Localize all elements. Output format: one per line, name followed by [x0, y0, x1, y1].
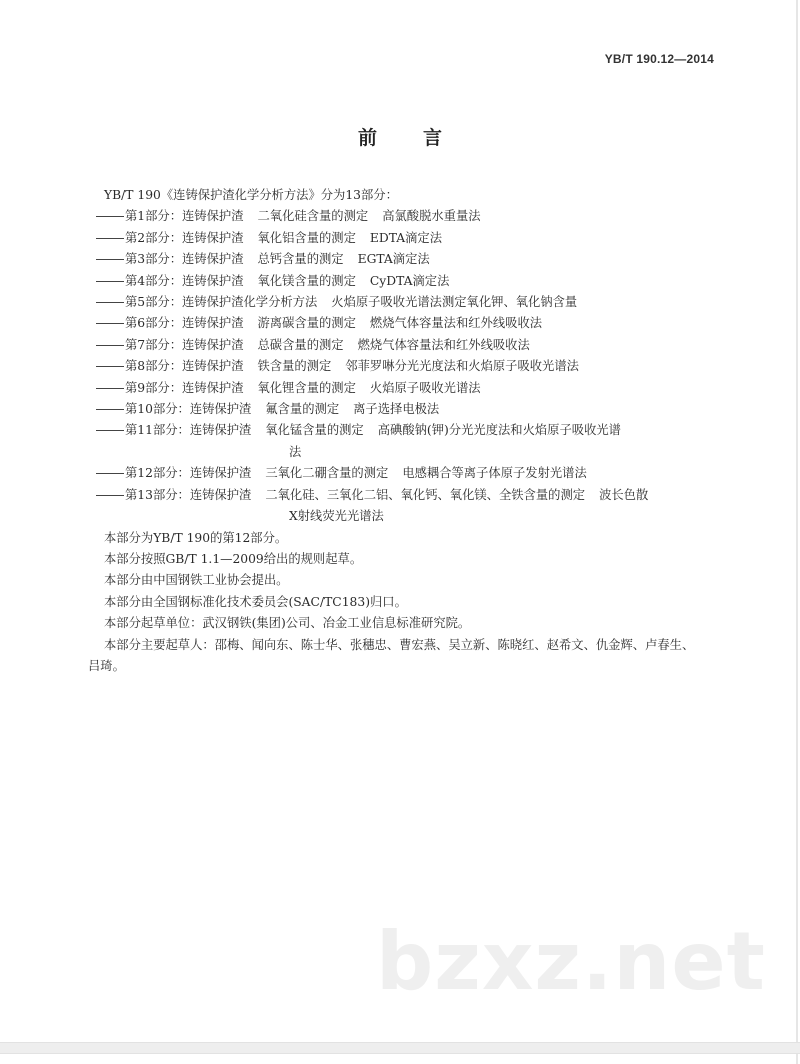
watermark: bzxz.net — [376, 915, 766, 1008]
em-dash — [96, 366, 124, 367]
em-dash — [96, 281, 124, 282]
em-dash — [96, 430, 124, 431]
title-char-1: 前 — [357, 127, 377, 149]
part-item-13: 第13部分：连铸保护渣 二氧化硅、三氧化二铝、氧化钙、氧化镁、全铁含量的测定 波长色散 — [104, 485, 744, 506]
foreword-body — [88, 185, 744, 677]
em-dash — [96, 323, 124, 324]
em-dash — [96, 302, 124, 303]
part-item-1: 第1部分：连铸保护渣 二氧化硅含量的测定 高氯酸脱水重量法 — [104, 206, 744, 227]
part-item-4: 第4部分：连铸保护渣 氧化镁含量的测定 CyDTA滴定法 — [104, 271, 744, 292]
part-item-13-continuation: X射线荧光光谱法 — [289, 509, 384, 524]
part-item-12: 第12部分：连铸保护渣 三氧化二硼含量的测定 电感耦合等离子体原子发射光谱法 — [104, 463, 744, 484]
statement-part-number: 本部分为YB/T 190的第12部分。 — [104, 530, 288, 545]
em-dash — [96, 495, 124, 496]
part-item-2: 第2部分：连铸保护渣 氧化铝含量的测定 EDTA滴定法 — [104, 228, 744, 249]
part-item-8: 第8部分：连铸保护渣 铁含量的测定 邻菲罗啉分光光度法和火焰原子吸收光谱法 — [104, 356, 744, 377]
part-item-3: 第3部分：连铸保护渣 总钙含量的测定 EGTA滴定法 — [104, 249, 744, 270]
title-char-2: 言 — [423, 127, 443, 149]
statement-drafters: 本部分主要起草人：邵梅、闻向东、陈士华、张穗忠、曹宏燕、吴立新、陈晓红、赵希文、仇金辉、卢春生、 — [104, 637, 695, 652]
em-dash — [96, 216, 124, 217]
part-item-11: 第11部分：连铸保护渣 氧化锰含量的测定 高碘酸钠(钾)分光光度法和火焰原子吸收光谱 — [104, 420, 744, 441]
statement-committee: 本部分由全国钢标准化技术委员会(SAC/TC183)归口。 — [104, 594, 407, 609]
statement-drafting-units: 本部分起草单位：武汉钢铁(集团)公司、冶金工业信息标准研究院。 — [104, 616, 471, 631]
statement-drafting-rules: 本部分按照GB/T 1.1—2009给出的规则起草。 — [104, 551, 363, 566]
em-dash — [96, 259, 124, 260]
em-dash — [96, 388, 124, 389]
intro-line: YB/T 190《连铸保护渣化学分析方法》分为13部分： — [104, 188, 398, 202]
em-dash — [96, 473, 124, 474]
part-item-11-continuation: 法 — [289, 444, 302, 459]
statement-proposer: 本部分由中国钢铁工业协会提出。 — [104, 573, 289, 588]
part-item-9: 第9部分：连铸保护渣 氧化锂含量的测定 火焰原子吸收光谱法 — [104, 378, 744, 399]
standard-code: YB/T 190.12—2014 — [604, 52, 714, 66]
part-item-10: 第10部分：连铸保护渣 氟含量的测定 离子选择电极法 — [104, 399, 744, 420]
part-item-6: 第6部分：连铸保护渣 游离碳含量的测定 燃烧气体容量法和红外线吸收法 — [104, 313, 744, 334]
page-separator — [0, 1042, 800, 1054]
em-dash — [96, 238, 124, 239]
part-item-5: 第5部分：连铸保护渣化学分析方法 火焰原子吸收光谱法测定氧化钾、氧化钠含量 — [104, 292, 744, 313]
part-item-7: 第7部分：连铸保护渣 总碳含量的测定 燃烧气体容量法和红外线吸收法 — [104, 335, 744, 356]
statement-drafters-continuation: 吕琦。 — [88, 658, 125, 673]
page-title — [0, 123, 800, 150]
next-page-edge — [0, 1054, 798, 1064]
em-dash — [96, 409, 124, 410]
em-dash — [96, 345, 124, 346]
